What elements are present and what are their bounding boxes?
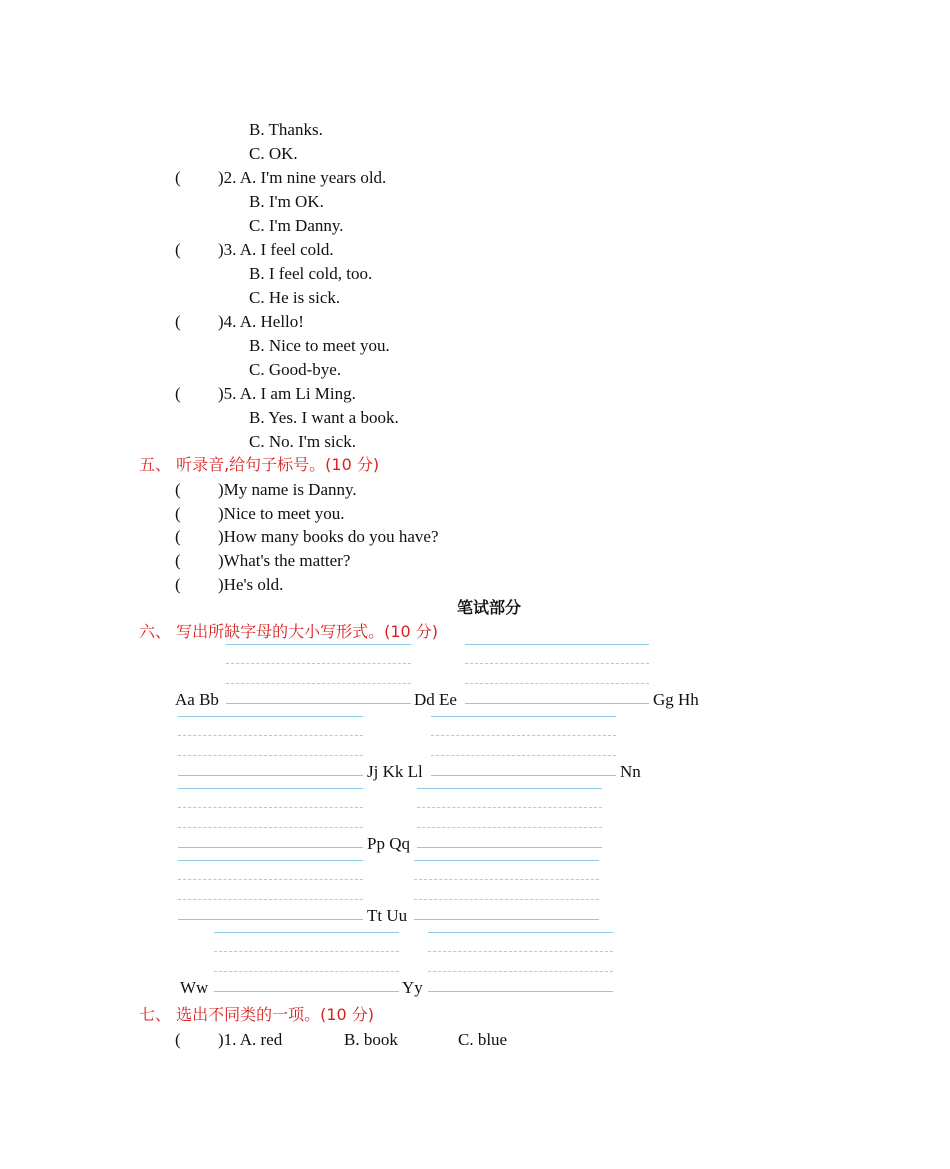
letter-pair: Dd Ee <box>414 690 457 709</box>
question-2: )2. A. I'm nine years old. <box>218 168 387 187</box>
sentence-item: )My name is Danny. <box>218 480 357 499</box>
answer-paren[interactable]: ( <box>175 527 181 546</box>
letter-pair: Aa Bb <box>175 690 219 709</box>
sentence-item: )How many books do you have? <box>218 527 439 546</box>
letter-pair: Gg Hh <box>653 690 699 709</box>
writing-guide[interactable] <box>178 716 363 776</box>
letter-pair: Ww <box>180 978 209 997</box>
section-7-heading: 七、 选出不同类的一项。(10 分) <box>139 1005 375 1024</box>
option-text: C. Good-bye. <box>249 360 342 379</box>
letter-pair: Nn <box>620 762 641 781</box>
letter-pair: Pp Qq <box>367 834 410 853</box>
question-5: )5. A. I am Li Ming. <box>218 384 356 403</box>
sentence-item: )Nice to meet you. <box>218 504 345 523</box>
answer-paren[interactable]: ( <box>175 168 181 187</box>
option-text: B. Thanks. <box>249 120 323 139</box>
written-part-title: 笔试部分 <box>457 598 522 617</box>
answer-paren[interactable]: ( <box>175 575 181 594</box>
answer-paren[interactable]: ( <box>175 1030 181 1049</box>
option-text: B. I feel cold, too. <box>249 264 373 283</box>
question-3: )3. A. I feel cold. <box>218 240 334 259</box>
writing-guide[interactable] <box>178 860 363 920</box>
section-6-heading: 六、 写出所缺字母的大小写形式。(10 分) <box>139 622 439 641</box>
writing-guide[interactable] <box>431 716 616 776</box>
writing-guide[interactable] <box>226 644 411 704</box>
writing-guide[interactable] <box>414 860 599 920</box>
writing-guide[interactable] <box>417 788 602 848</box>
option-text: C. No. I'm sick. <box>249 432 356 451</box>
answer-paren[interactable]: ( <box>175 384 181 403</box>
option-text: B. Nice to meet you. <box>249 336 390 355</box>
question-4: )4. A. Hello! <box>218 312 304 331</box>
letter-pair: Yy <box>402 978 423 997</box>
answer-paren[interactable]: ( <box>175 504 181 523</box>
option-text: C. blue <box>458 1030 508 1049</box>
writing-guide[interactable] <box>465 644 649 704</box>
option-text: B. Yes. I want a book. <box>249 408 399 427</box>
writing-guide[interactable] <box>428 932 613 992</box>
writing-guide[interactable] <box>178 788 363 848</box>
writing-guide[interactable] <box>214 932 399 992</box>
answer-paren[interactable]: ( <box>175 240 181 259</box>
sentence-item: )He's old. <box>218 575 284 594</box>
section-5-heading: 五、 听录音,给句子标号。(10 分) <box>139 455 380 474</box>
answer-paren[interactable]: ( <box>175 551 181 570</box>
answer-paren[interactable]: ( <box>175 480 181 499</box>
option-text: B. book <box>344 1030 398 1049</box>
option-text: C. OK. <box>249 144 298 163</box>
option-text: C. He is sick. <box>249 288 341 307</box>
option-text: B. I'm OK. <box>249 192 324 211</box>
option-text: C. I'm Danny. <box>249 216 344 235</box>
answer-paren[interactable]: ( <box>175 312 181 331</box>
question-1: )1. A. red <box>218 1030 283 1049</box>
sentence-item: )What's the matter? <box>218 551 351 570</box>
letter-pair: Tt Uu <box>367 906 408 925</box>
letter-pair: Jj Kk Ll <box>367 762 423 781</box>
